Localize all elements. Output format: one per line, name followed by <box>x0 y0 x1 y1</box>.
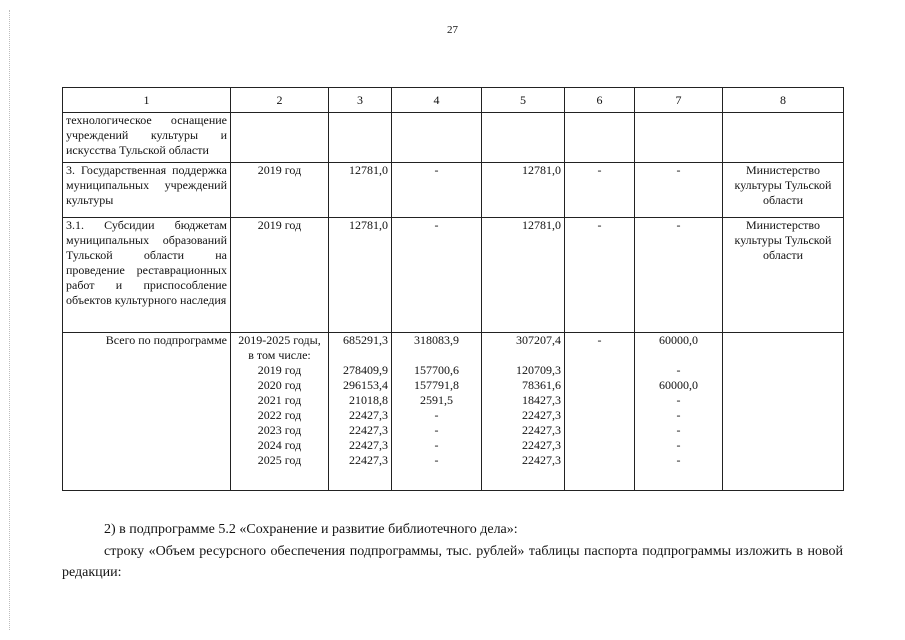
period-line: 2024 год <box>257 438 302 452</box>
value-line: 120709,3 <box>516 363 561 377</box>
value-cell: - <box>392 163 482 218</box>
executor-cell: Министерство культуры Тульской области <box>723 218 844 333</box>
value-line: - <box>676 423 681 437</box>
value-line: 78361,6 <box>522 378 561 392</box>
total-cell: 12781,0 <box>329 163 392 218</box>
value-cell: 12781,0 <box>482 218 565 333</box>
value-line: - <box>434 453 439 467</box>
period-line: 2019 год <box>257 363 302 377</box>
header-cell: 7 <box>635 88 723 113</box>
period-line: в том числе: <box>248 348 311 362</box>
period-line: 2023 год <box>257 423 302 437</box>
value-cell: - <box>565 163 635 218</box>
total-cell <box>329 333 392 491</box>
period-line: 2019-2025 годы, <box>238 333 321 347</box>
table-row-total <box>63 333 844 491</box>
value-line: 2591,5 <box>420 393 453 407</box>
value-line: - <box>597 333 602 347</box>
value-line: - <box>676 363 681 377</box>
value-line: - <box>434 423 439 437</box>
value-line: 22427,3 <box>349 423 388 437</box>
total-label-cell: Всего по подпрограмме <box>63 333 231 491</box>
value-cell: - <box>565 218 635 333</box>
value-cell <box>635 333 723 491</box>
value-line: 22427,3 <box>349 408 388 422</box>
description-cell: технологическое оснащение учреждений культуры и искусства Тульской области <box>63 113 231 163</box>
period-line: 2021 год <box>257 393 302 407</box>
period-line: 2020 год <box>257 378 302 392</box>
header-cell: 1 <box>63 88 231 113</box>
value-line: 22427,3 <box>522 408 561 422</box>
header-cell: 5 <box>482 88 565 113</box>
value-line: 22427,3 <box>349 438 388 452</box>
table-row-3-1 <box>63 218 844 333</box>
value-line: 157791,8 <box>414 378 459 392</box>
header-cell: 6 <box>565 88 635 113</box>
value-line <box>332 348 388 363</box>
value-line: - <box>434 408 439 422</box>
value-cell: - <box>392 218 482 333</box>
value-line: 22427,3 <box>522 423 561 437</box>
period-line: 2025 год <box>257 453 302 467</box>
executor-cell: Министерство культуры Тульской области <box>723 163 844 218</box>
period-line: 2022 год <box>257 408 302 422</box>
paragraph-instruction: строку «Объем ресурсного обеспечения подпрограммы, тыс. рублей» таблицы паспорта подпрограммы изложить в новой редакции: <box>62 544 843 580</box>
value-cell: - <box>635 218 723 333</box>
value-line: 685291,3 <box>343 333 388 347</box>
total-cell: 12781,0 <box>329 218 392 333</box>
value-line: - <box>676 393 681 407</box>
value-line: 21018,8 <box>349 393 388 407</box>
value-line: 318083,9 <box>414 333 459 347</box>
value-cell <box>565 333 635 491</box>
value-line <box>638 348 719 363</box>
table-row-continuation <box>63 113 844 163</box>
page-number: 27 <box>447 24 458 36</box>
value-line: 22427,3 <box>522 438 561 452</box>
value-line: 60000,0 <box>659 378 698 392</box>
value-line: 60000,0 <box>659 333 698 347</box>
value-line: 18427,3 <box>522 393 561 407</box>
value-line <box>485 348 561 363</box>
value-line: - <box>676 438 681 452</box>
header-cell: 3 <box>329 88 392 113</box>
binding-margin-line <box>9 10 10 630</box>
executor-cell <box>723 333 844 491</box>
value-line: 22427,3 <box>349 453 388 467</box>
description-cell: 3.1. Субсидии бюджетам муниципальных образований Тульской области на проведение реставрационных работ и приспособление объектов культурного наследия <box>63 218 231 333</box>
header-cell: 8 <box>723 88 844 113</box>
description-cell: 3. Государственная поддержка муниципальных учреждений культуры <box>63 163 231 218</box>
program-table <box>62 87 844 491</box>
period-cell: 2019 год <box>231 218 329 333</box>
value-line: 296153,4 <box>343 378 388 392</box>
value-line <box>395 348 478 363</box>
value-line: 157700,6 <box>414 363 459 377</box>
value-cell: - <box>635 163 723 218</box>
header-row <box>63 88 844 113</box>
value-line: 278409,9 <box>343 363 388 377</box>
header-cell: 2 <box>231 88 329 113</box>
value-cell <box>482 333 565 491</box>
value-line: - <box>434 438 439 452</box>
value-line: - <box>676 408 681 422</box>
period-cell: 2019 год <box>231 163 329 218</box>
value-line: 22427,3 <box>522 453 561 467</box>
value-line: 307207,4 <box>516 333 561 347</box>
value-line: - <box>676 453 681 467</box>
header-cell: 4 <box>392 88 482 113</box>
table-row-3 <box>63 163 844 218</box>
period-cell <box>231 333 329 491</box>
value-cell <box>392 333 482 491</box>
paragraph-subprogram-5-2: 2) в подпрограмме 5.2 «Сохранение и развитие библиотечного дела»: <box>104 522 518 537</box>
value-cell: 12781,0 <box>482 163 565 218</box>
